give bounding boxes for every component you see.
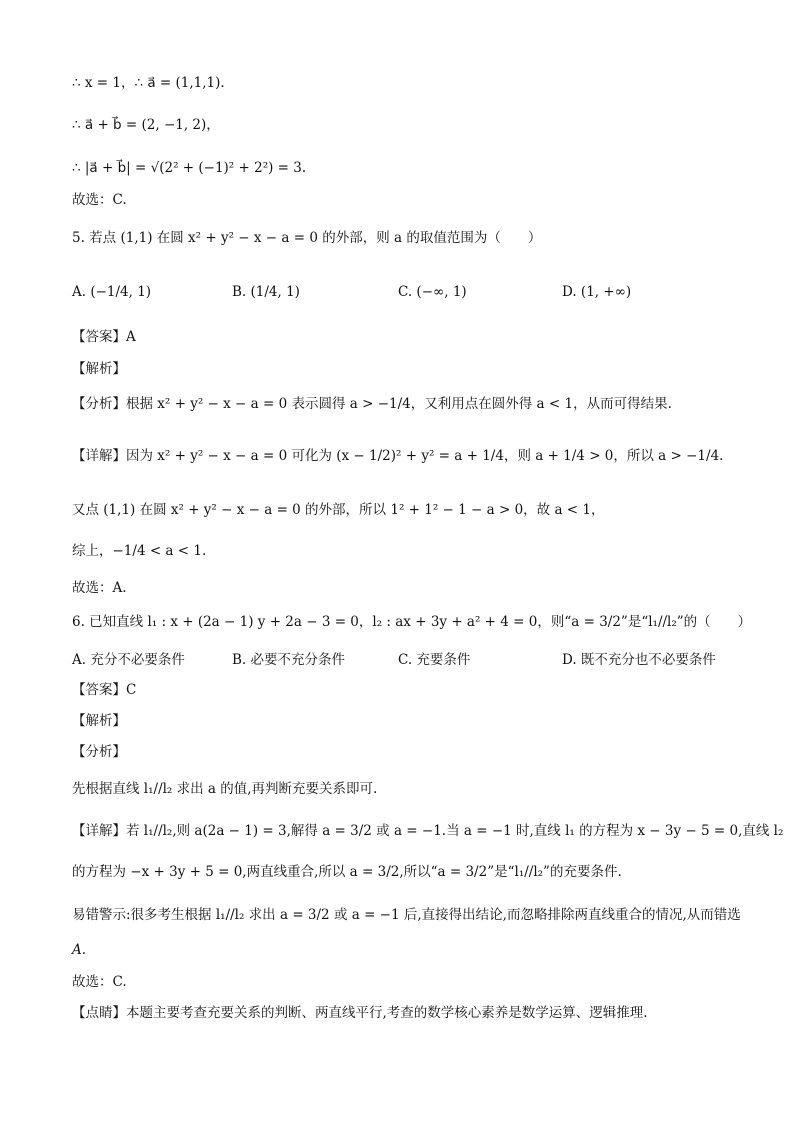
question-6-stem: 6. 已知直线 l₁ : x + (2a − 1) y + 2a − 3 = 0，l₂ : ax + 3y + a² + 4 = 0，则“a = 3/2”是“l₁//l₂”的（ ）	[72, 614, 752, 630]
q6-detail: 【详解】若 l₁//l₂,则 a(2a − 1) = 3,解得 a = 3/2 或 a = −1.当 a = −1 时,直线 l₁ 的方程为 x − 3y − 5 = 0,直线 l₂	[72, 823, 784, 839]
q5-analysis: 【分析】根据 x² + y² − x − a = 0 表示圆得 a > −1/4，又利用点在圆外得 a < 1，从而可得结果.	[72, 396, 672, 412]
q6-option-a: A. 充分不必要条件	[72, 652, 185, 668]
q5-option-b: B. (1/4, 1)	[232, 284, 300, 300]
q6-analysis: 先根据直线 l₁//l₂ 求出 a 的值,再判断充要关系即可.	[72, 781, 378, 797]
q6-common-mistake: 易错警示:很多考生根据 l₁//l₂ 求出 a = 3/2 或 a = −1 后,直接得出结论,而忽略排除两直线重合的情况,从而错选	[72, 907, 741, 923]
q6-answer: 【答案】C	[72, 682, 137, 698]
q6-analysis-heading: 【解析】	[72, 713, 126, 729]
q6-detail-2: 的方程为 −x + 3y + 5 = 0,两直线重合,所以 a = 3/2,所以“a = 3/2”是“l₁//l₂”的充要条件.	[72, 864, 622, 880]
q5-answer: 【答案】A	[72, 329, 136, 345]
q5-option-a: A. (−1/4, 1)	[72, 284, 152, 300]
q6-option-c: C. 充要条件	[398, 652, 471, 668]
q6-option-b: B. 必要不充分条件	[232, 652, 346, 668]
q5-final-choice: 故选：A.	[72, 580, 127, 596]
q5-analysis-heading: 【解析】	[72, 361, 126, 377]
solution-vector-sum: ∴ a⃗ + b⃗ = (2, −1, 2)，	[72, 117, 220, 133]
q5-detail-2: 又点 (1,1) 在圆 x² + y² − x − a = 0 的外部，所以 1² + 1² − 1 − a > 0，故 a < 1，	[72, 502, 605, 518]
q6-option-d: D. 既不充分也不必要条件	[562, 652, 716, 668]
q5-conclusion: 综上，−1/4 < a < 1.	[72, 543, 207, 559]
q6-commentary: 【点睛】本题主要考查充要关系的判断、两直线平行,考查的数学核心素养是数学运算、逻辑推理.	[72, 1005, 648, 1021]
q6-mistake-choice: A.	[72, 942, 87, 958]
solution-x-equals-one: ∴ x = 1，∴ a⃗ = (1,1,1).	[72, 75, 225, 91]
q6-analysis-label: 【分析】	[72, 744, 126, 760]
q6-final-choice: 故选：C.	[72, 974, 127, 990]
answer-choice-prev: 故选：C.	[72, 192, 127, 208]
q5-option-c: C. (−∞, 1)	[398, 284, 467, 300]
solution-magnitude: ∴ |a⃗ + b⃗| = √(2² + (−1)² + 2²) = 3.	[72, 160, 307, 176]
q5-detail: 【详解】因为 x² + y² − x − a = 0 可化为 (x − 1/2)² + y² = a + 1/4，则 a + 1/4 > 0，所以 a > −1/4.	[72, 448, 724, 464]
q5-option-d: D. (1, +∞)	[562, 284, 632, 300]
question-5-stem: 5. 若点 (1,1) 在圆 x² + y² − x − a = 0 的外部，则 a 的取值范围为（ ）	[72, 230, 542, 246]
